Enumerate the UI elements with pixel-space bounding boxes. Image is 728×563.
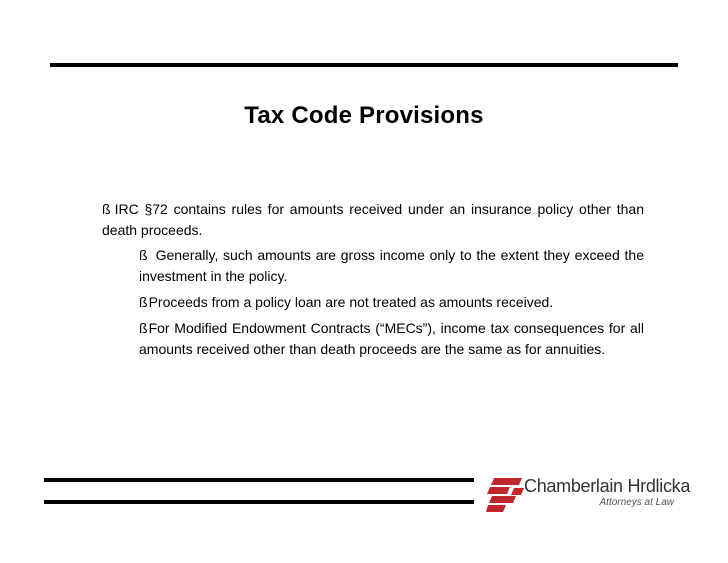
bullet-text: IRC §72 contains rules for amounts received under an insurance policy other than death proceeds. bbox=[102, 201, 644, 238]
firm-subtitle: Attorneys at Law bbox=[599, 497, 674, 508]
bullet-item-1 bbox=[102, 199, 644, 241]
logo-mark-shapes bbox=[486, 478, 524, 512]
bullet-marker: ß bbox=[139, 294, 148, 310]
bullet-marker: ß bbox=[102, 201, 111, 217]
firm-logo bbox=[486, 474, 691, 514]
bullet-text: For Modified Endowment Contracts (“MECs”), income tax consequences for all amounts received other than death proceeds are the same as for annuities. bbox=[139, 320, 644, 357]
slide-title: Tax Code Provisions bbox=[244, 102, 484, 129]
bullet-marker: ß bbox=[139, 247, 148, 263]
top-divider bbox=[50, 63, 678, 67]
firm-logo-mark-icon bbox=[486, 478, 526, 512]
sub-bullet-item-3 bbox=[139, 318, 644, 360]
sub-bullet-item-2 bbox=[139, 292, 644, 313]
footer-divider-2 bbox=[44, 500, 474, 504]
bullet-text: Proceeds from a policy loan are not treated as amounts received. bbox=[148, 294, 554, 310]
footer-divider-1 bbox=[44, 478, 474, 482]
bullet-marker: ß bbox=[139, 320, 148, 336]
bullet-text: Generally, such amounts are gross income only to the extent they exceed the investment in the policy. bbox=[139, 247, 644, 284]
firm-name: Chamberlain Hrdlicka bbox=[524, 476, 691, 496]
sub-bullet-item-1 bbox=[139, 245, 644, 287]
